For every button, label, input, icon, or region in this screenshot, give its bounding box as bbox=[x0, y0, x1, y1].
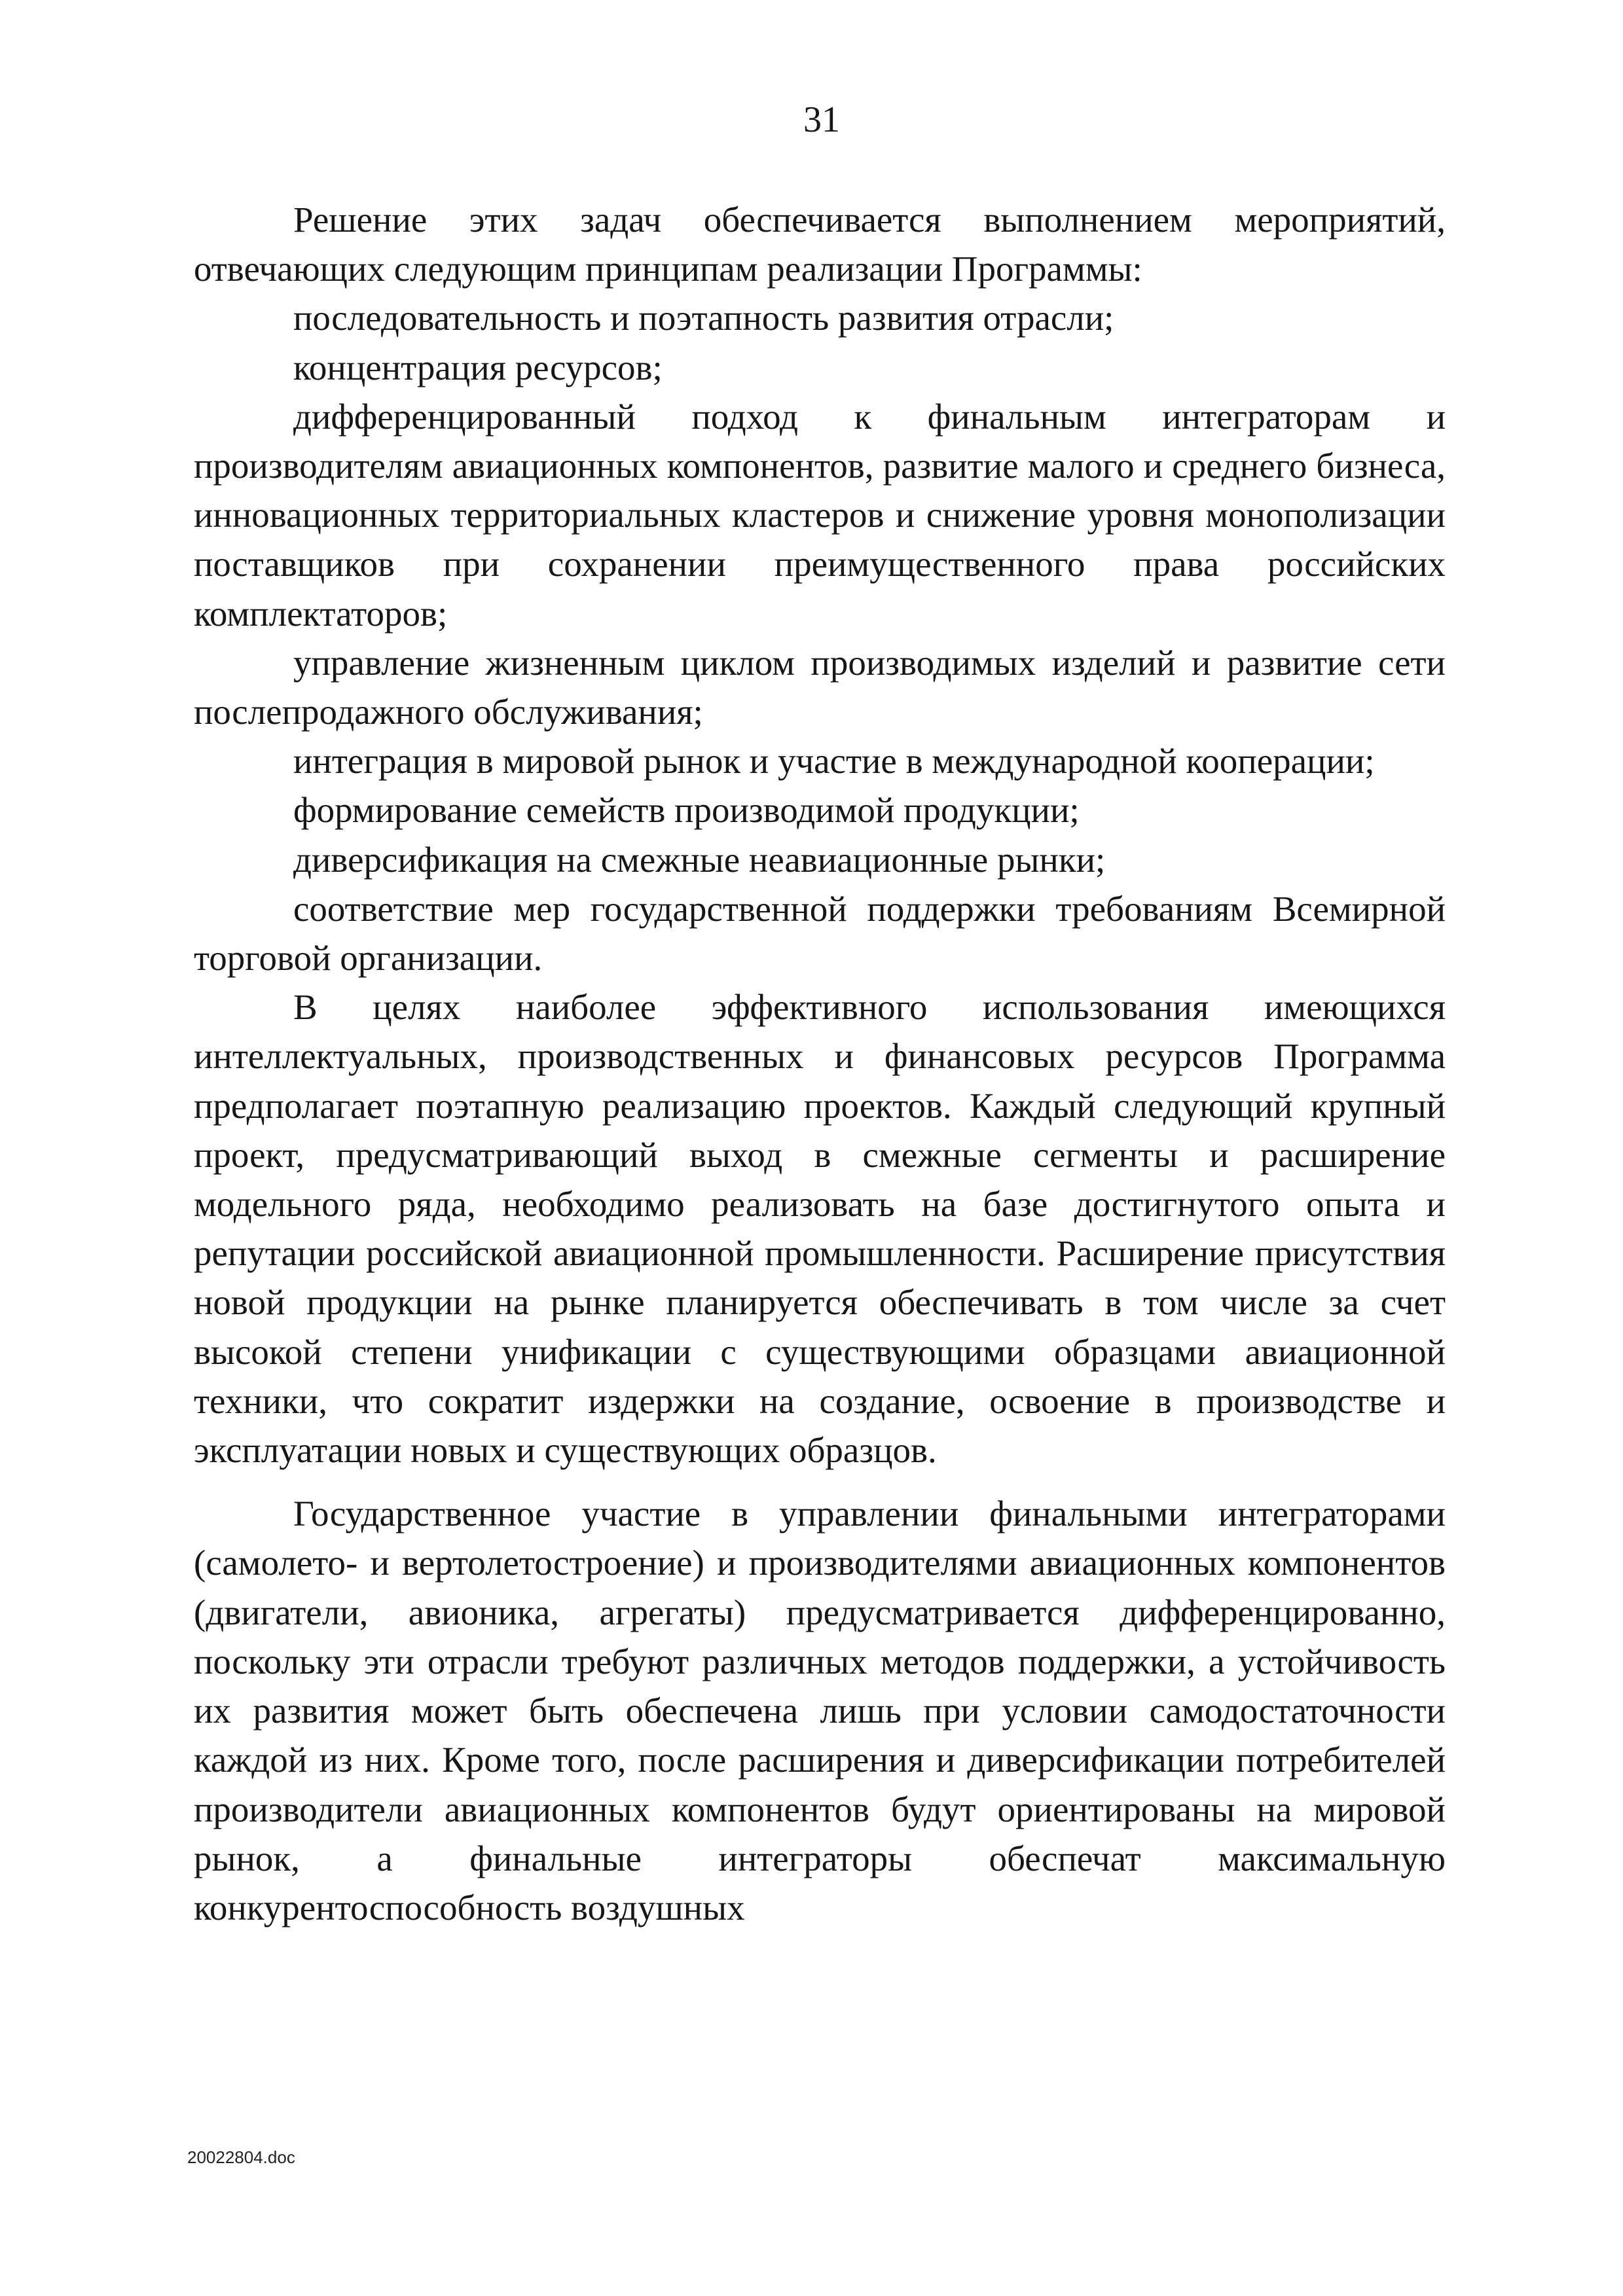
principle-item: управление жизненным циклом производимых изделий и развитие сети послепродажного обслуживания; bbox=[194, 642, 1446, 732]
principle-item: дифференцированный подход к финальным интеграторам и производителям авиационных компонентов, развитие малого и среднего бизнеса, инновационных территориальных кластеров и снижение уровня монополизации поставщиков при сохранении преимущественного права российских комплектаторов; bbox=[194, 396, 1446, 634]
footer-document-code: 20022804.doc bbox=[187, 2147, 295, 2167]
principle-item: диверсификация на смежные неавиационные рынки; bbox=[293, 839, 1106, 880]
page-number: 31 bbox=[803, 99, 840, 140]
document-body bbox=[194, 195, 1446, 1932]
paragraph-projects: В целях наиболее эффективного использования имеющихся интеллектуальных, производственных и финансовых ресурсов Программа предполагает поэтапную реализацию проектов. Каждый следующий крупный проект, предусматривающий выход в смежные сегменты и расширение модельного ряда, необходимо реализовать на базе достигнутого опыта и репутации российской авиационной промышленности. Расширение присутствия новой продукции на рынке планируется обеспечивать в том числе за счет высокой степени унификации с существующими образцами авиационной техники, что сократит издержки на создание, освоение в производстве и эксплуатации новых и существующих образцов. bbox=[194, 987, 1446, 1471]
principle-item: последовательность и поэтапность развития отрасли; bbox=[293, 298, 1114, 338]
principle-item: формирование семейств производимой продукции; bbox=[293, 790, 1080, 831]
principle-item: соответствие мер государственной поддержки требованиям Всемирной торговой организации. bbox=[194, 888, 1446, 978]
paragraph-intro: Решение этих задач обеспечивается выполнением мероприятий, отвечающих следующим принципам реализации Программы: bbox=[194, 200, 1446, 289]
principle-item: интеграция в мировой рынок и участие в международной кооперации; bbox=[293, 741, 1375, 781]
paragraph-state-participation: Государственное участие в управлении финальными интеграторами (самолето- и вертолетостроение) и производителями авиационных компонентов (двигатели, авионика, агрегаты) предусматривается дифференцированно, поскольку эти отрасли требуют различных методов поддержки, а устойчивость их развития может быть обеспечена лишь при условии самодостаточности каждой из них. Кроме того, после расширения и диверсификации потребителей производители авиационных компонентов будут ориентированы на мировой рынок, а финальные интеграторы обеспечат максимальную конкурентоспособность воздушных bbox=[194, 1494, 1446, 1928]
principle-item: концентрация ресурсов; bbox=[293, 347, 663, 387]
